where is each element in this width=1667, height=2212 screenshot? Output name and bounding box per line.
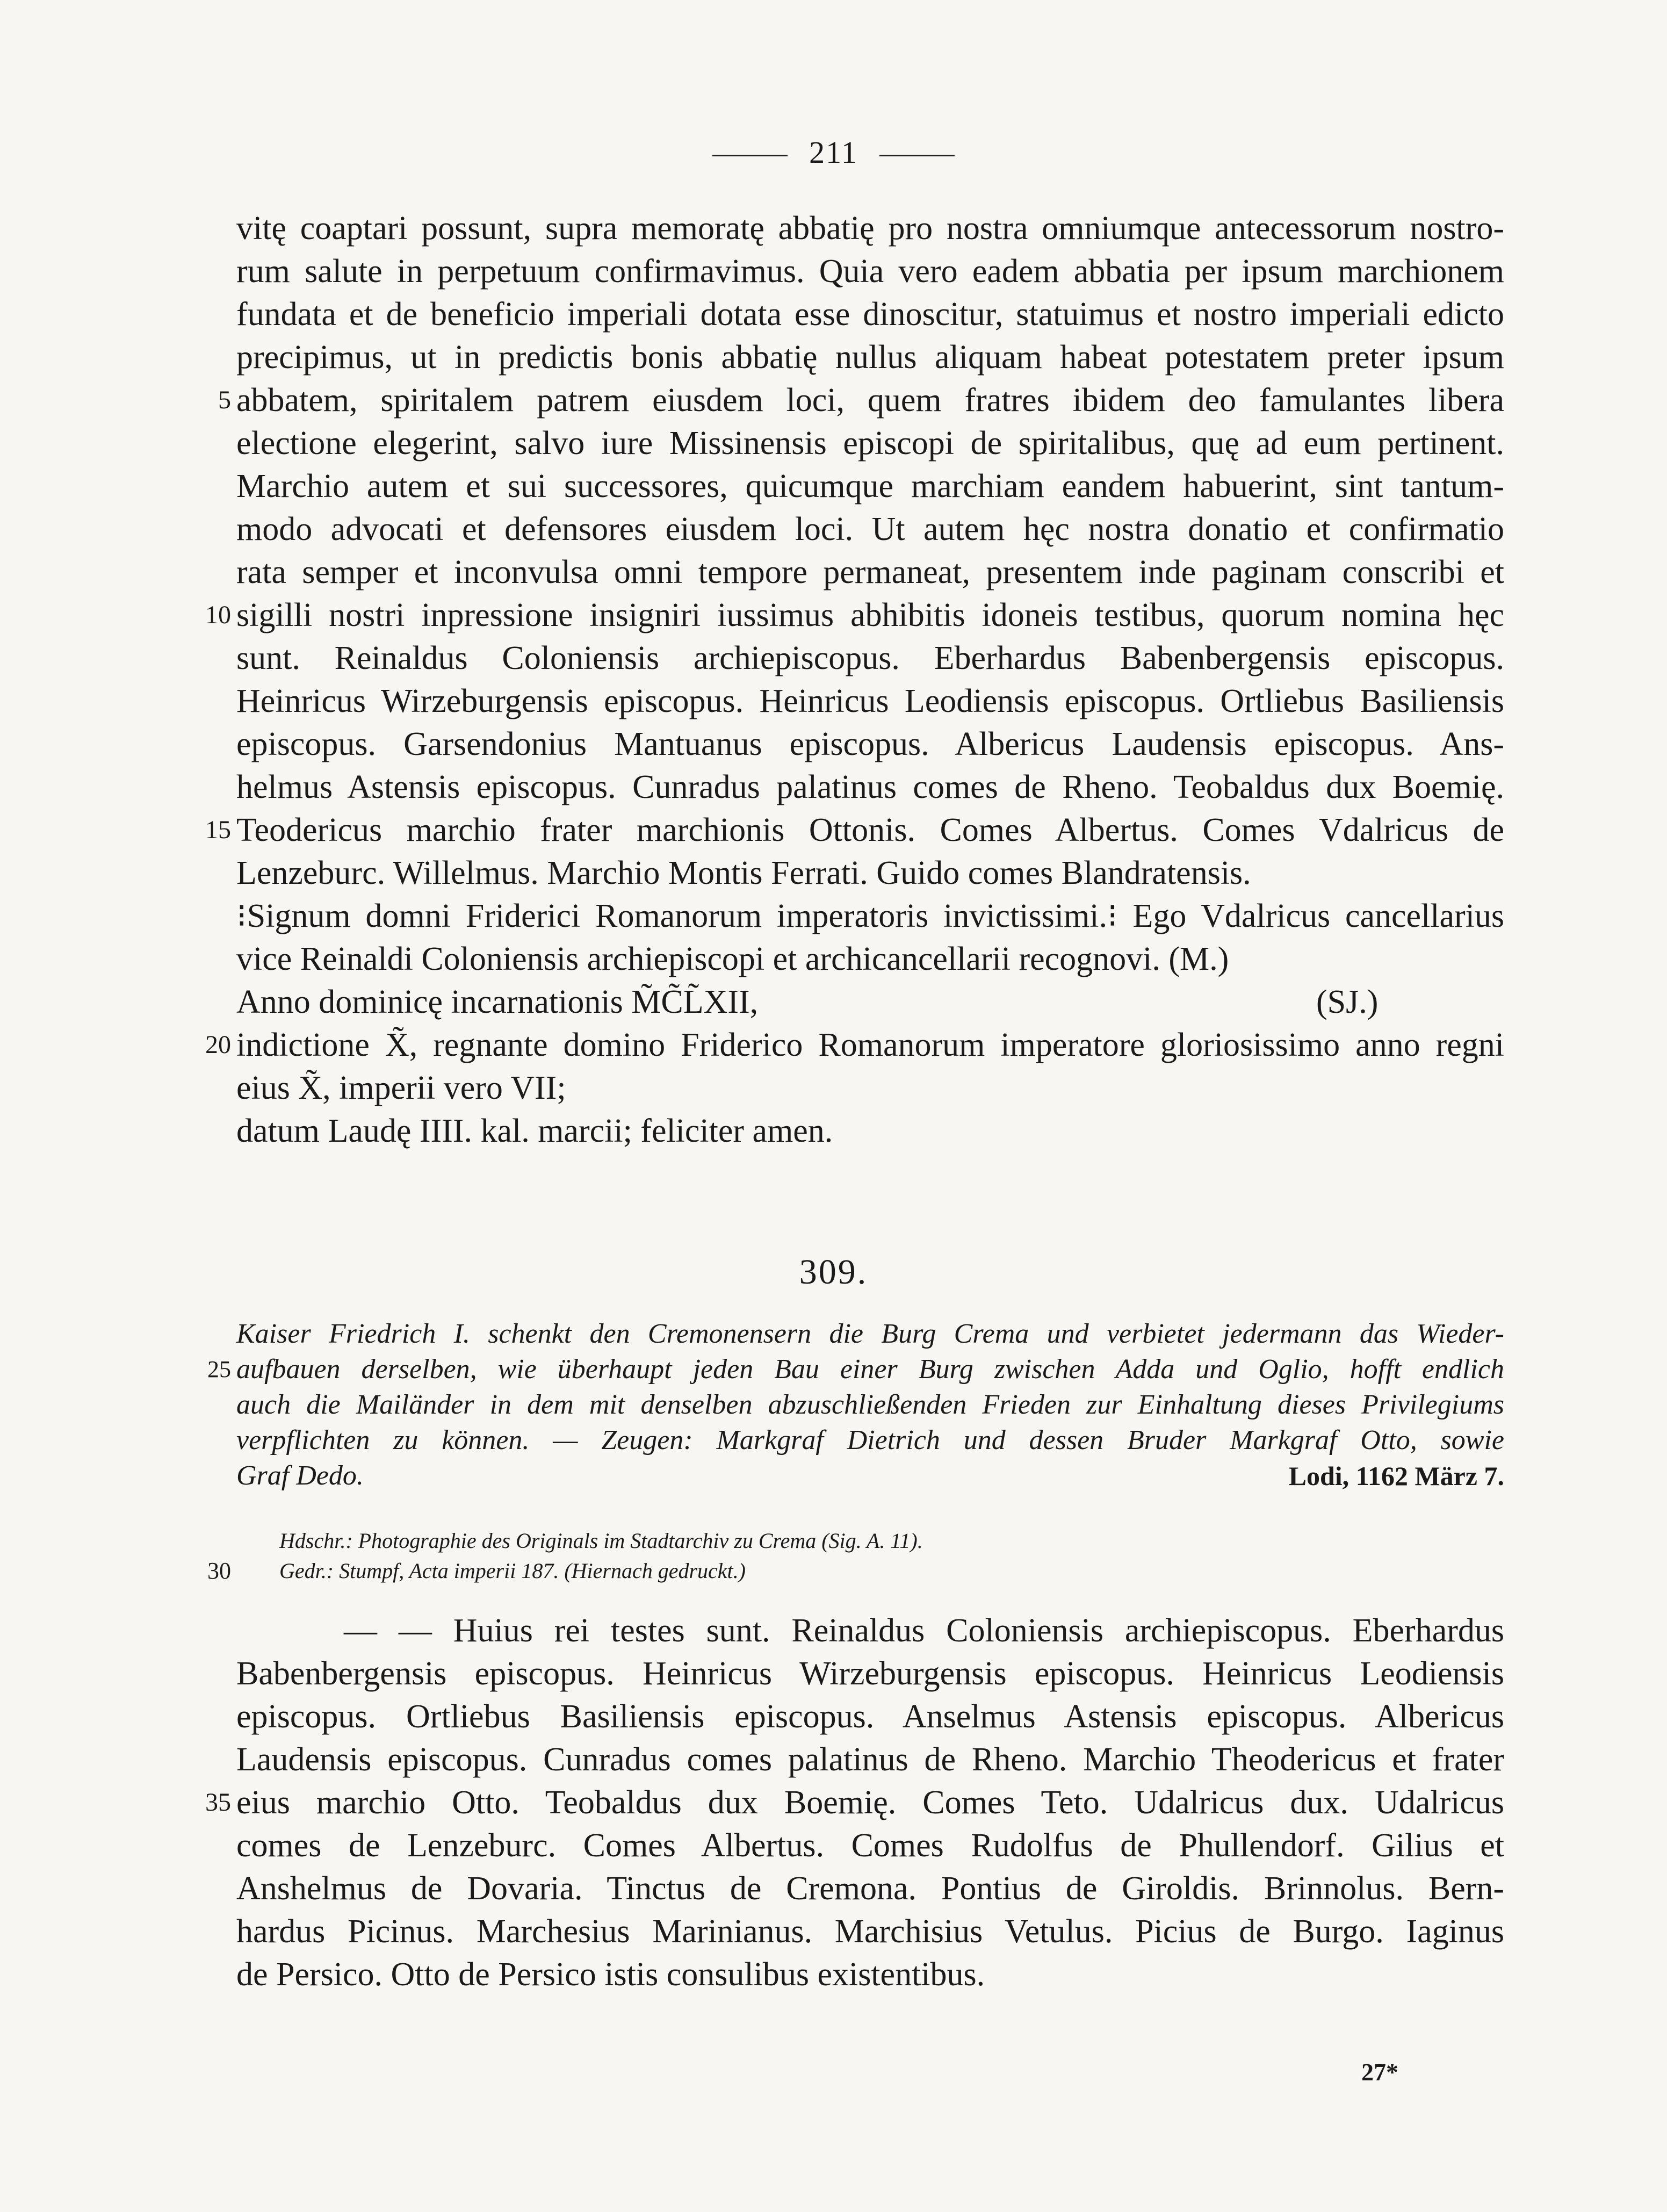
head-rule-left — [712, 155, 788, 156]
text-line: episcopus. Garsendonius Mantuanus episcopus. Albericus Laudensis episcopus. Ans- — [236, 726, 1504, 762]
line-number: 15 — [205, 816, 231, 844]
signature-mark: 27* — [1361, 2058, 1398, 2086]
text-line: fundata et de beneficio imperiali dotata esse dinoscitur, statuimus et nostro imperiali edicto — [236, 296, 1504, 333]
text-line: vitę coaptari possunt, supra memoratę abbatię pro nostra omniumque antecessorum nostro- — [236, 210, 1504, 247]
text-line: Marchio autem et sui successores, quicumque marchiam eandem habuerint, sint tantum- — [236, 468, 1504, 505]
text-line: vice Reinaldi Coloniensis archiepiscopi et archicancellarii recognovi. (M.) — [236, 941, 1229, 977]
text-line: precipimus, ut in predictis bonis abbatię nullus aliquam habeat potestatem preter ipsum — [236, 339, 1504, 376]
text-line: de Persico. Otto de Persico istis consulibus existentibus. — [236, 1956, 985, 1993]
page-number: 211 — [809, 135, 858, 170]
seal-mark: (SJ.) — [1316, 984, 1379, 1020]
place-date: Lodi, 1162 März 7. — [1288, 1461, 1504, 1491]
text-line: episcopus. Ortliebus Basiliensis episcopus. Anselmus Astensis episcopus. Albericus — [236, 1698, 1504, 1735]
text-line: Lenzeburc. Willelmus. Marchio Montis Ferrati. Guido comes Blandratensis. — [236, 855, 1251, 891]
text-line: helmus Astensis episcopus. Cunradus palatinus comes de Rheno. Teobaldus dux Boemię. — [236, 769, 1504, 805]
text-line: — — Huius rei testes sunt. Reinaldus Coloniensis archiepiscopus. Eberhardus — [344, 1612, 1504, 1649]
running-head — [0, 134, 1667, 170]
line-number: 20 — [205, 1031, 231, 1059]
line-number: 35 — [205, 1788, 231, 1817]
text-line: Teodericus marchio frater marchionis Ottonis. Comes Albertus. Comes Vdalricus de — [236, 812, 1504, 848]
text-line: eius X̃, imperii vero VII; — [236, 1070, 566, 1106]
line-number: 5 — [218, 386, 231, 414]
text-line: datum Laudę IIII. kal. marcii; feliciter amen. — [236, 1113, 833, 1149]
text-line: rum salute in perpetuum confirmavimus. Quia vero eadem abbatia per ipsum marchionem — [236, 253, 1504, 290]
text-line: sigilli nostri inpressione insigniri iussimus abhibitis idoneis testibus, quorum nomina hęc — [236, 597, 1504, 633]
line-number: 10 — [205, 601, 231, 629]
regest-line: Kaiser Friedrich I. schenkt den Cremonensern die Burg Crema und verbietet jedermann das Wieder- — [236, 1318, 1504, 1349]
regest-line: auch die Mailänder in dem mit denselben abzuschließenden Frieden zur Einhaltung dieses Privilegiums — [236, 1389, 1504, 1420]
text-line: modo advocati et defensores eiusdem loci. Ut autem hęc nostra donatio et confirmatio — [236, 511, 1504, 547]
text-line: Babenbergensis episcopus. Heinricus Wirzeburgensis episcopus. Heinricus Leodiensis — [236, 1655, 1504, 1692]
text-line: Anno dominicę incarnationis M̃C̃L̃XII, — [236, 984, 759, 1020]
regest-line: aufbauen derselben, wie überhaupt jeden Bau einer Burg zwischen Adda und Oglio, hofft endlich — [236, 1354, 1504, 1385]
text-line: hardus Picinus. Marchesius Marinianus. Marchisius Vetulus. Picius de Burgo. Iaginus — [236, 1913, 1504, 1950]
text-line: Anshelmus de Dovaria. Tinctus de Cremona. Pontius de Giroldis. Brinnolus. Bern- — [236, 1870, 1504, 1907]
text-line: Laudensis episcopus. Cunradus comes palatinus de Rheno. Marchio Theodericus et frater — [236, 1741, 1504, 1778]
source-line: Hdschr.: Photographie des Originals im Stadtarchiv zu Crema (Sig. A. 11). — [279, 1529, 923, 1553]
text-line: sunt. Reinaldus Coloniensis archiepiscopus. Eberhardus Babenbergensis episcopus. — [236, 640, 1504, 676]
text-line: ⁝Signum domni Friderici Romanorum imperatoris invictissimi.⁝ Ego Vdalricus cancellarius — [236, 898, 1504, 934]
text-line: eius marchio Otto. Teobaldus dux Boemię. Comes Teto. Udalricus dux. Udalricus — [236, 1784, 1504, 1821]
text-line: abbatem, spiritalem patrem eiusdem loci, quem fratres ibidem deo famulantes libera — [236, 382, 1504, 419]
head-rule-right — [879, 155, 955, 156]
source-line: Gedr.: Stumpf, Acta imperii 187. (Hiernach gedruckt.) — [279, 1559, 746, 1583]
line-number: 30 — [207, 1558, 231, 1584]
text-line: indictione X̃, regnante domino Friderico Romanorum imperatore gloriosissimo anno regni — [236, 1027, 1504, 1063]
text-line: rata semper et inconvulsa omni tempore permaneat, presentem inde paginam conscribi et — [236, 554, 1504, 590]
line-number: 25 — [207, 1356, 231, 1382]
text-line: Heinricus Wirzeburgensis episcopus. Heinricus Leodiensis episcopus. Ortliebus Basiliensis — [236, 683, 1504, 719]
regest-line: verpflichten zu können. — Zeugen: Markgraf Dietrich und dessen Bruder Markgraf Otto, sowie — [236, 1425, 1504, 1456]
regest-line: Graf Dedo. — [236, 1460, 364, 1491]
text-line: comes de Lenzeburc. Comes Albertus. Comes Rudolfus de Phullendorf. Gilius et — [236, 1827, 1504, 1864]
document-number: 309. — [799, 1252, 868, 1292]
text-line: electione elegerint, salvo iure Missinensis episcopi de spiritalibus, quę ad eum pertinent. — [236, 425, 1504, 462]
